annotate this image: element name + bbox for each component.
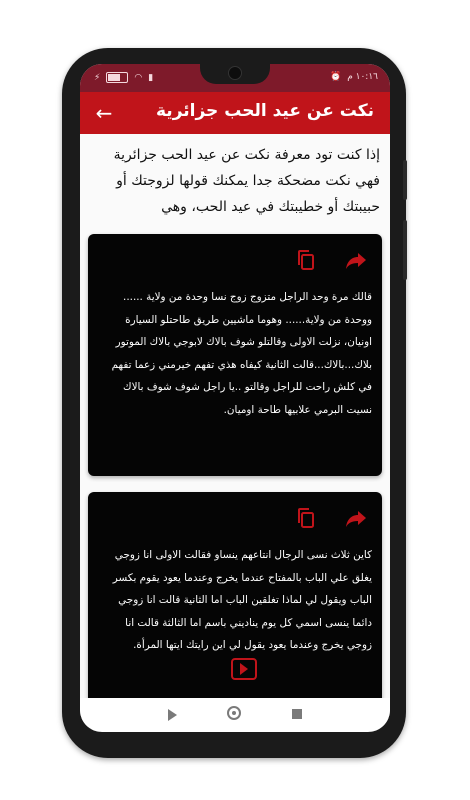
power-button <box>403 220 407 280</box>
app-bar <box>80 92 390 134</box>
charging-icon: ⚡ <box>94 72 101 83</box>
joke-card <box>88 234 382 476</box>
card-actions <box>294 248 368 272</box>
copy-icon[interactable] <box>294 506 318 530</box>
arrow-left-icon[interactable]: ← <box>95 101 113 125</box>
home-circle-icon[interactable] <box>227 706 241 720</box>
system-nav-bar <box>80 698 390 732</box>
volume-button <box>403 160 407 200</box>
share-icon[interactable] <box>344 506 368 530</box>
front-camera <box>228 66 242 80</box>
page-title: نكت عن عيد الحب جزائرية <box>156 101 374 121</box>
status-left-icons <box>94 72 153 83</box>
status-time: ١٠:١٦ م <box>347 72 378 82</box>
back-triangle-icon[interactable] <box>168 709 177 721</box>
status-right <box>330 72 378 82</box>
youtube-icon[interactable] <box>231 658 257 680</box>
intro-text: إذا كنت تود معرفة نكت عن عيد الحب جزائرية فهي نكت مضحكة جدا يمكنك قولها لزوجتك أو حبيبتك أو خطيبتك في عيد الحب، وهي <box>113 147 380 215</box>
signal-icon: ▮ <box>148 72 154 83</box>
wifi-icon: ◠ <box>134 72 143 83</box>
copy-icon[interactable] <box>294 248 318 272</box>
joke-text: قالك مرة وحد الراجل متزوج زوج نسا وحدة من ولاية ...... ووحدة من ولاية...... وهوما ماشيين طريق طاحتلو السيارة اونيان، نزلت الاولى وقالتلو شوف بالاك لابوجي بالاك الموتور بلاك...بالاك...قالت الثانية كيفاه هذي تفهم خيرمني زعما تفهم في كلش راحت للراجل وقالتو ..يا راجل شوف شوف بالاك نسيت البرمي علابيها طاحة اوميان. <box>111 291 372 416</box>
share-icon[interactable] <box>344 248 368 272</box>
joke-text: كاين ثلاث نسى الرجال انتاعهم ينساو فقالت الاولى انا زوجي يغلق علي الباب بالمفتاح عندما يخرج وعندما يعود يقوم بكسر الباب ويقول لي لماذا تغلقين الباب اما الثانية قالت انا زوجي دائما ينسى اسمي كل يوم يناديني باسم اما الثالثة قالت انا زوجي يخرج وعندما يعود يقول لي اين رايتك ايتها المرأة. <box>112 549 372 651</box>
recents-square-icon[interactable] <box>292 709 302 719</box>
card-actions <box>294 506 368 530</box>
phone-screen <box>80 64 390 732</box>
status-bar <box>80 64 390 92</box>
joke-card <box>88 492 382 732</box>
alarm-icon: ⏰ <box>329 72 342 82</box>
battery-icon <box>106 72 128 83</box>
